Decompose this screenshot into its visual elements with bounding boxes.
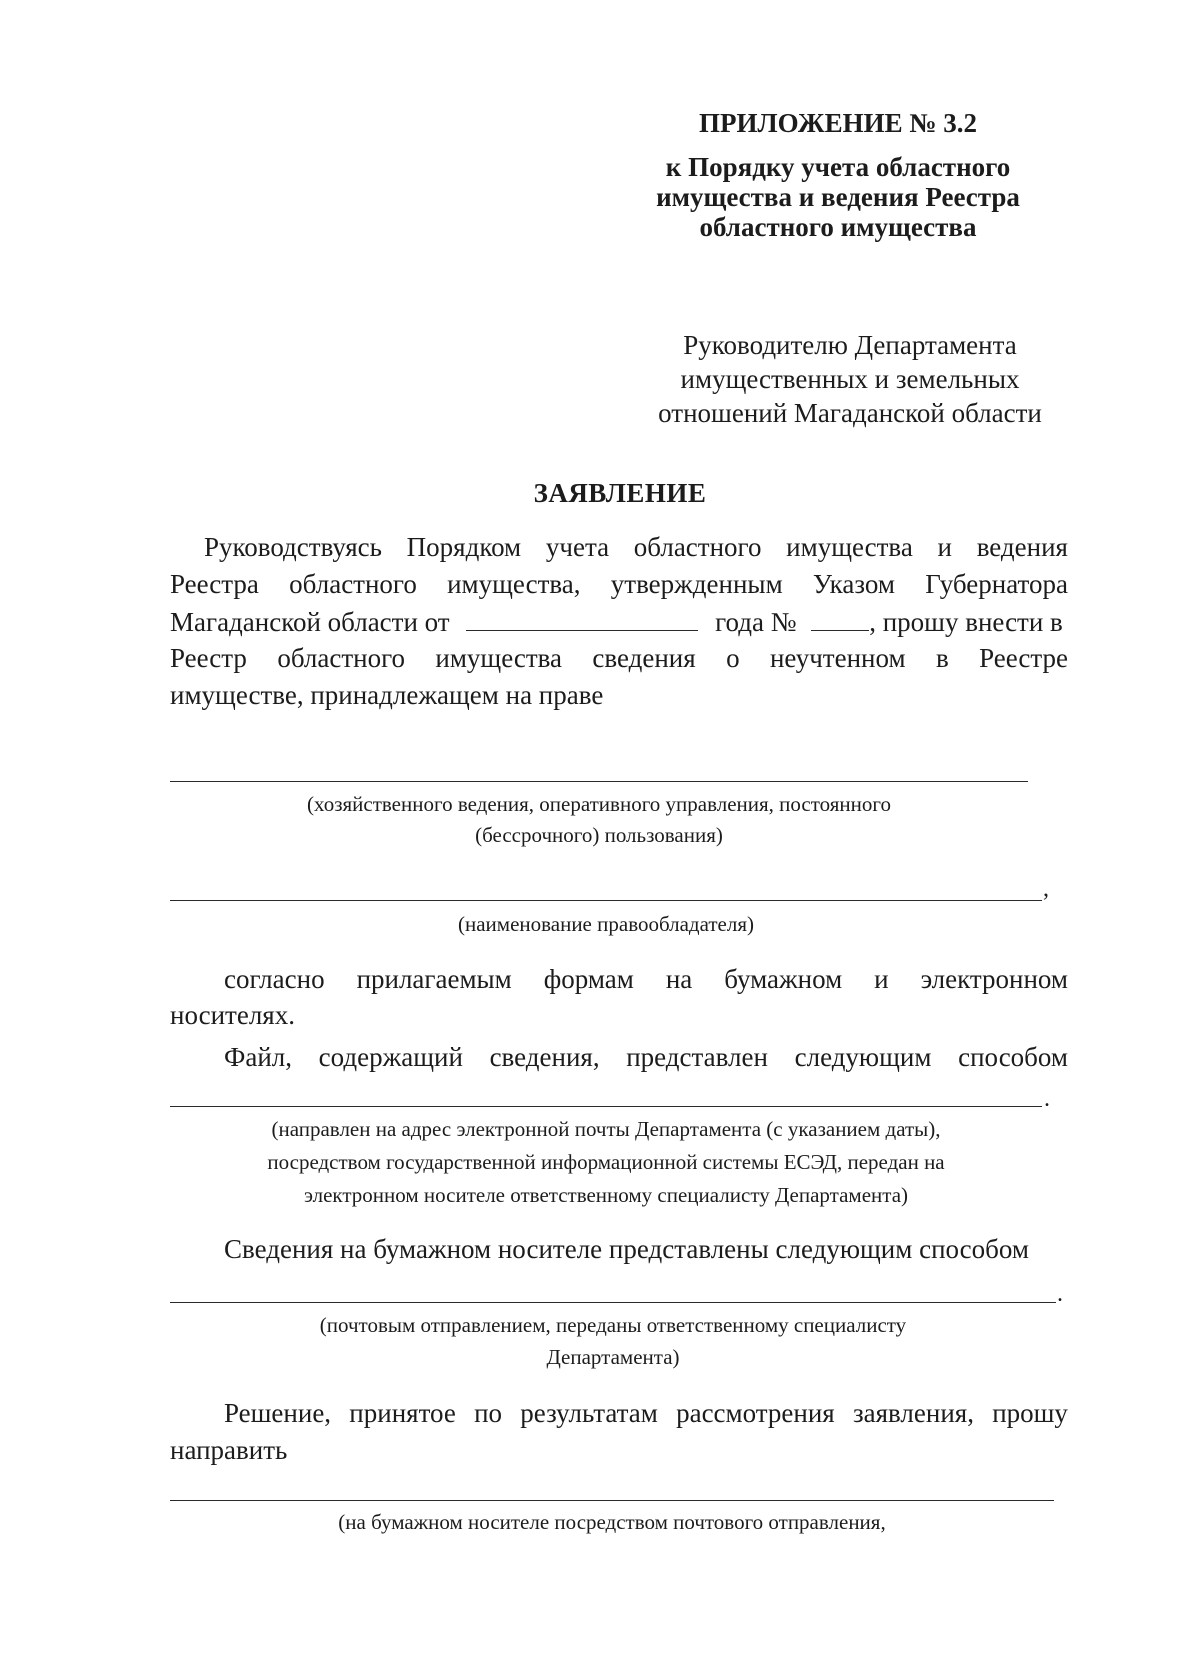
paper-caption-2: Департамента) (546, 1345, 680, 1369)
word: Руководствуясь (204, 532, 382, 562)
paper-method-field-line[interactable] (170, 1302, 1056, 1303)
appendix-title: ПРИЛОЖЕНИЕ № 3.2 (698, 108, 978, 138)
para1-line-5: имуществе, принадлежащем на праве (170, 680, 604, 710)
word: бумажном (724, 964, 843, 994)
word: заявления, (852, 1398, 974, 1428)
word: Указом (812, 569, 895, 599)
file-method-field-dot: . (1044, 1086, 1050, 1112)
word: областного (289, 569, 417, 599)
para1-text-a: Магаданской области от (170, 607, 450, 637)
file-caption-3: электронном носителе ответственному специалисту Департамента) (303, 1183, 909, 1207)
file-method-field-line[interactable] (170, 1106, 1042, 1107)
para5-line-2: направить (170, 1435, 288, 1465)
word: и (937, 532, 952, 562)
word: рассмотрения (676, 1398, 835, 1428)
word: следующим (794, 1042, 932, 1072)
word: содержащий (318, 1042, 463, 1072)
document-heading: ЗАЯВЛЕНИЕ (533, 478, 707, 508)
word: о (726, 643, 740, 673)
para5-line-1 (224, 1398, 1068, 1429)
right-type-field-line[interactable] (170, 781, 1028, 782)
word: имущества, (447, 569, 581, 599)
holder-caption: (наименование правообладателя) (457, 912, 755, 936)
addressee-line-1: Руководителю Департамента (683, 330, 1017, 360)
para1-line-2 (170, 569, 1068, 600)
word: в (935, 643, 949, 673)
holder-field-line[interactable] (170, 900, 1042, 901)
file-caption-1: (направлен на адрес электронной почты Департамента (с указанием даты), (271, 1117, 941, 1141)
word: имущества (786, 532, 913, 562)
word: представлен (626, 1042, 768, 1072)
word: по (474, 1398, 503, 1428)
word: Реестр (170, 643, 247, 673)
word: Файл, (224, 1042, 292, 1072)
addressee-line-2: имущественных и земельных (680, 364, 1020, 394)
word: ведения (976, 532, 1068, 562)
word: неучтенном (769, 643, 906, 673)
word: принятое (349, 1398, 456, 1428)
word: сведения, (489, 1042, 600, 1072)
file-caption-2: посредством государственной информационной системы ЕСЭД, передан на (267, 1150, 945, 1174)
para1-line-3 (170, 606, 1070, 638)
word: Решение, (224, 1398, 332, 1428)
right-type-caption-2: (бессрочного) пользования) (475, 823, 723, 847)
para3-line-1 (224, 1042, 1068, 1073)
decree-date-blank[interactable] (466, 606, 698, 631)
paper-caption-1: (почтовым отправлением, переданы ответственному специалисту (319, 1313, 907, 1337)
word: имущества (435, 643, 563, 673)
word: и (874, 964, 889, 994)
appendix-line-3: областного имущества (699, 212, 977, 242)
word: Реестре (979, 643, 1068, 673)
word: областного (277, 643, 405, 673)
word: результатам (520, 1398, 658, 1428)
para2-line-1 (224, 964, 1068, 995)
para1-line-4 (170, 643, 1068, 674)
decision-caption-1: (на бумажном носителе посредством почтового отправления, (338, 1510, 886, 1534)
appendix-line-1: к Порядку учета областного (665, 152, 1011, 182)
word: прилагаемым (356, 964, 512, 994)
appendix-block (600, 108, 1076, 248)
para4-line-1: Сведения на бумажном носителе представлены следующим способом (224, 1234, 1029, 1264)
word: способом (958, 1042, 1068, 1072)
paper-method-field-dot: . (1057, 1281, 1063, 1307)
word: учета (545, 532, 610, 562)
decree-number-blank[interactable] (811, 606, 869, 631)
para1-text-b: года № (715, 607, 797, 637)
word: на (665, 964, 693, 994)
para1-line-1 (204, 532, 1068, 563)
word: областного (633, 532, 762, 562)
decision-method-field-line[interactable] (170, 1500, 1054, 1501)
word: Порядком (406, 532, 522, 562)
para2-line-2: носителях. (170, 1000, 295, 1030)
addressee-line-3: отношений Магаданской области (658, 398, 1042, 428)
para1-text-c: , прошу внести в (869, 607, 1063, 637)
word: Реестра (170, 569, 259, 599)
word: утвержденным (610, 569, 783, 599)
right-type-caption-1: (хозяйственного ведения, оперативного управления, постоянного (307, 792, 891, 816)
word: электронном (920, 964, 1068, 994)
word: прошу (992, 1398, 1068, 1428)
appendix-line-2: имущества и ведения Реестра (656, 182, 1020, 212)
word: сведения (592, 643, 696, 673)
holder-field-comma: , (1043, 876, 1049, 902)
word: Губернатора (925, 569, 1068, 599)
word: формам (543, 964, 634, 994)
word: согласно (224, 964, 325, 994)
addressee-block (620, 330, 1080, 440)
